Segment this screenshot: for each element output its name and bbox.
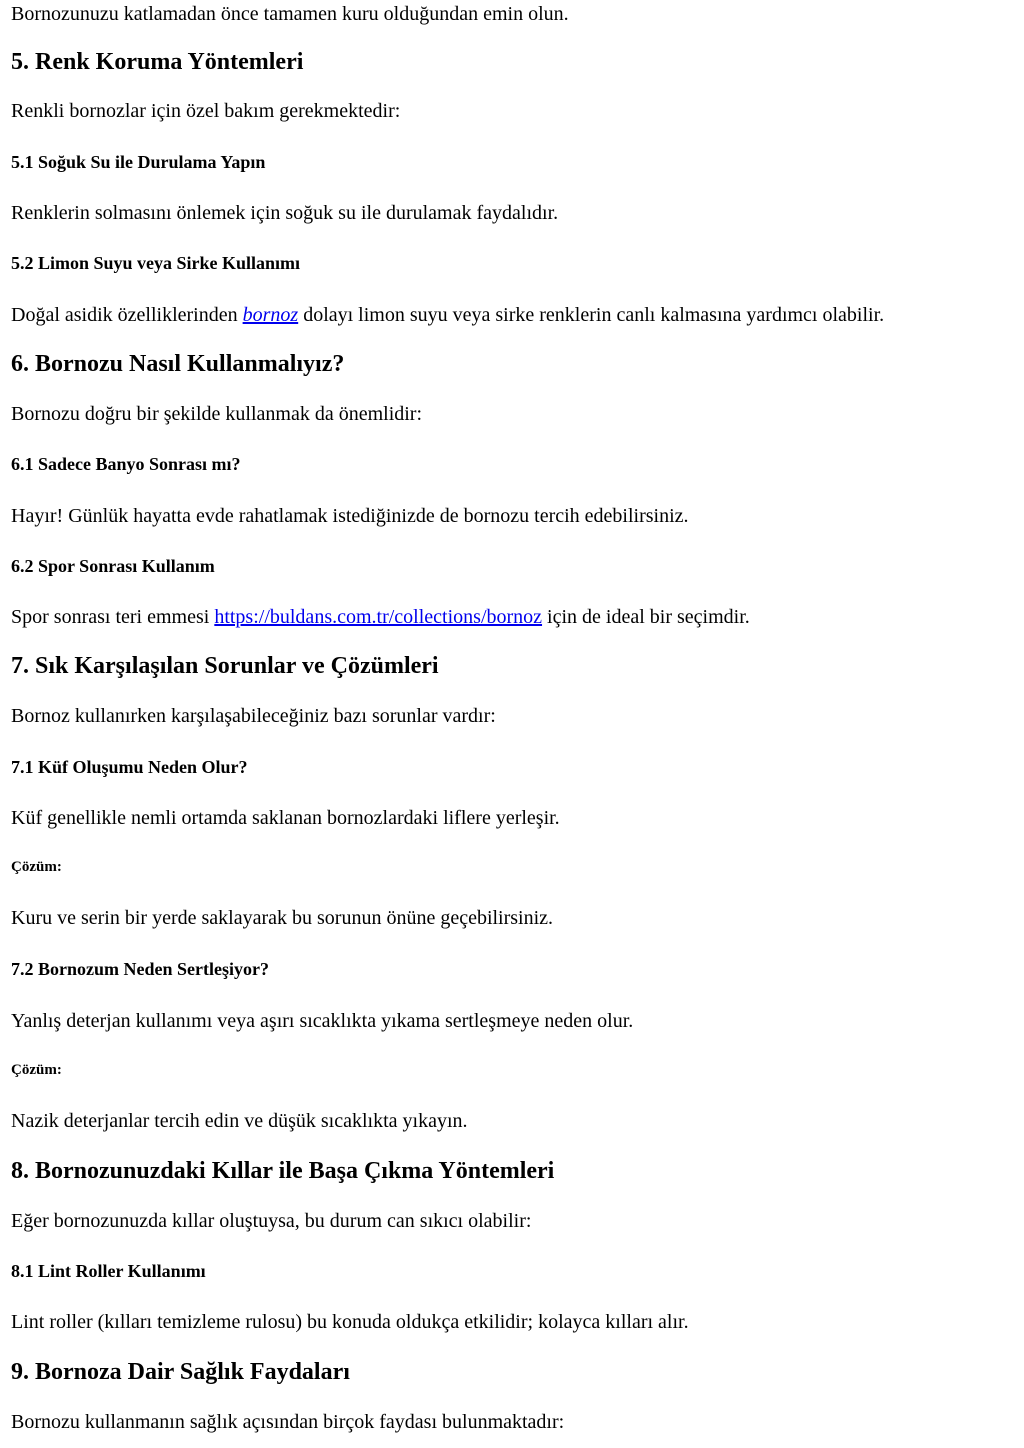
paragraph-text: için de ideal bir seçimdir. bbox=[542, 606, 750, 628]
paragraph-text: Doğal asidik özelliklerinden bbox=[11, 304, 243, 326]
heading-section-5: 5. Renk Koruma Yöntemleri bbox=[11, 49, 304, 75]
heading-section-9: 9. Bornoza Dair Sağlık Faydaları bbox=[11, 1359, 350, 1385]
paragraph-section-6-1: Hayır! Günlük hayatta evde rahatlamak istediğinizde de bornozu tercih edebilirsiniz. bbox=[11, 505, 689, 527]
paragraph-section-7: Bornoz kullanırken karşılaşabileceğiniz bazı sorunlar vardır: bbox=[11, 705, 496, 727]
paragraph-section-5-2 bbox=[11, 305, 1016, 325]
paragraph-text: dolayı limon suyu veya sirke renklerin canlı kalmasına yardımcı olabilir. bbox=[298, 304, 885, 326]
paragraph-section-7-1: Küf genellikle nemli ortamda saklanan bornozlardaki liflere yerleşir. bbox=[11, 807, 560, 829]
collections-bornoz-link[interactable]: https://buldans.com.tr/collections/bornoz bbox=[214, 606, 543, 628]
heading-section-5-2: 5.2 Limon Suyu veya Sirke Kullanımı bbox=[11, 253, 301, 273]
heading-section-7-2: 7.2 Bornozum Neden Sertleşiyor? bbox=[11, 959, 269, 979]
paragraph-section-5: Renkli bornozlar için özel bakım gerekmektedir: bbox=[11, 100, 401, 122]
heading-section-7: 7. Sık Karşılaşılan Sorunlar ve Çözümleri bbox=[11, 653, 439, 679]
heading-section-8: 8. Bornozunuzdaki Kıllar ile Başa Çıkma Yöntemleri bbox=[11, 1158, 555, 1184]
heading-section-6-2: 6.2 Spor Sonrası Kullanım bbox=[11, 556, 215, 576]
paragraph-section-6-2 bbox=[11, 607, 1016, 627]
heading-section-8-1: 8.1 Lint Roller Kullanımı bbox=[11, 1261, 206, 1281]
heading-solution-7-2: Çözüm: bbox=[11, 1062, 62, 1078]
paragraph-text: Spor sonrası teri emmesi bbox=[11, 606, 215, 628]
heading-solution-7-1: Çözüm: bbox=[11, 859, 62, 875]
heading-section-7-1: 7.1 Küf Oluşumu Neden Olur? bbox=[11, 757, 248, 777]
heading-section-6-1: 6.1 Sadece Banyo Sonrası mı? bbox=[11, 454, 241, 474]
paragraph-section-8-1: Lint roller (kılları temizleme rulosu) bu konuda oldukça etkilidir; kolayca kılları alır. bbox=[11, 1311, 689, 1333]
paragraph-section-9: Bornozu kullanmanın sağlık açısından birçok faydası bulunmaktadır: bbox=[11, 1411, 565, 1433]
heading-section-6: 6. Bornozu Nasıl Kullanmalıyız? bbox=[11, 351, 345, 377]
paragraph-section-8: Eğer bornozunuzda kıllar oluştuysa, bu durum can sıkıcı olabilir: bbox=[11, 1210, 532, 1232]
paragraph-solution-7-2: Nazik deterjanlar tercih edin ve düşük sıcaklıkta yıkayın. bbox=[11, 1110, 468, 1132]
heading-section-5-1: 5.1 Soğuk Su ile Durulama Yapın bbox=[11, 152, 266, 172]
paragraph-intro: Bornozunuzu katlamadan önce tamamen kuru olduğundan emin olun. bbox=[11, 3, 569, 25]
paragraph-solution-7-1: Kuru ve serin bir yerde saklayarak bu sorunun önüne geçebilirsiniz. bbox=[11, 907, 554, 929]
paragraph-section-5-1: Renklerin solmasını önlemek için soğuk su ile durulamak faydalıdır. bbox=[11, 202, 559, 224]
bornoz-link[interactable]: bornoz bbox=[242, 304, 299, 326]
paragraph-section-6: Bornozu doğru bir şekilde kullanmak da önemlidir: bbox=[11, 403, 423, 425]
paragraph-section-7-2: Yanlış deterjan kullanımı veya aşırı sıcaklıkta yıkama sertleşmeye neden olur. bbox=[11, 1010, 634, 1032]
